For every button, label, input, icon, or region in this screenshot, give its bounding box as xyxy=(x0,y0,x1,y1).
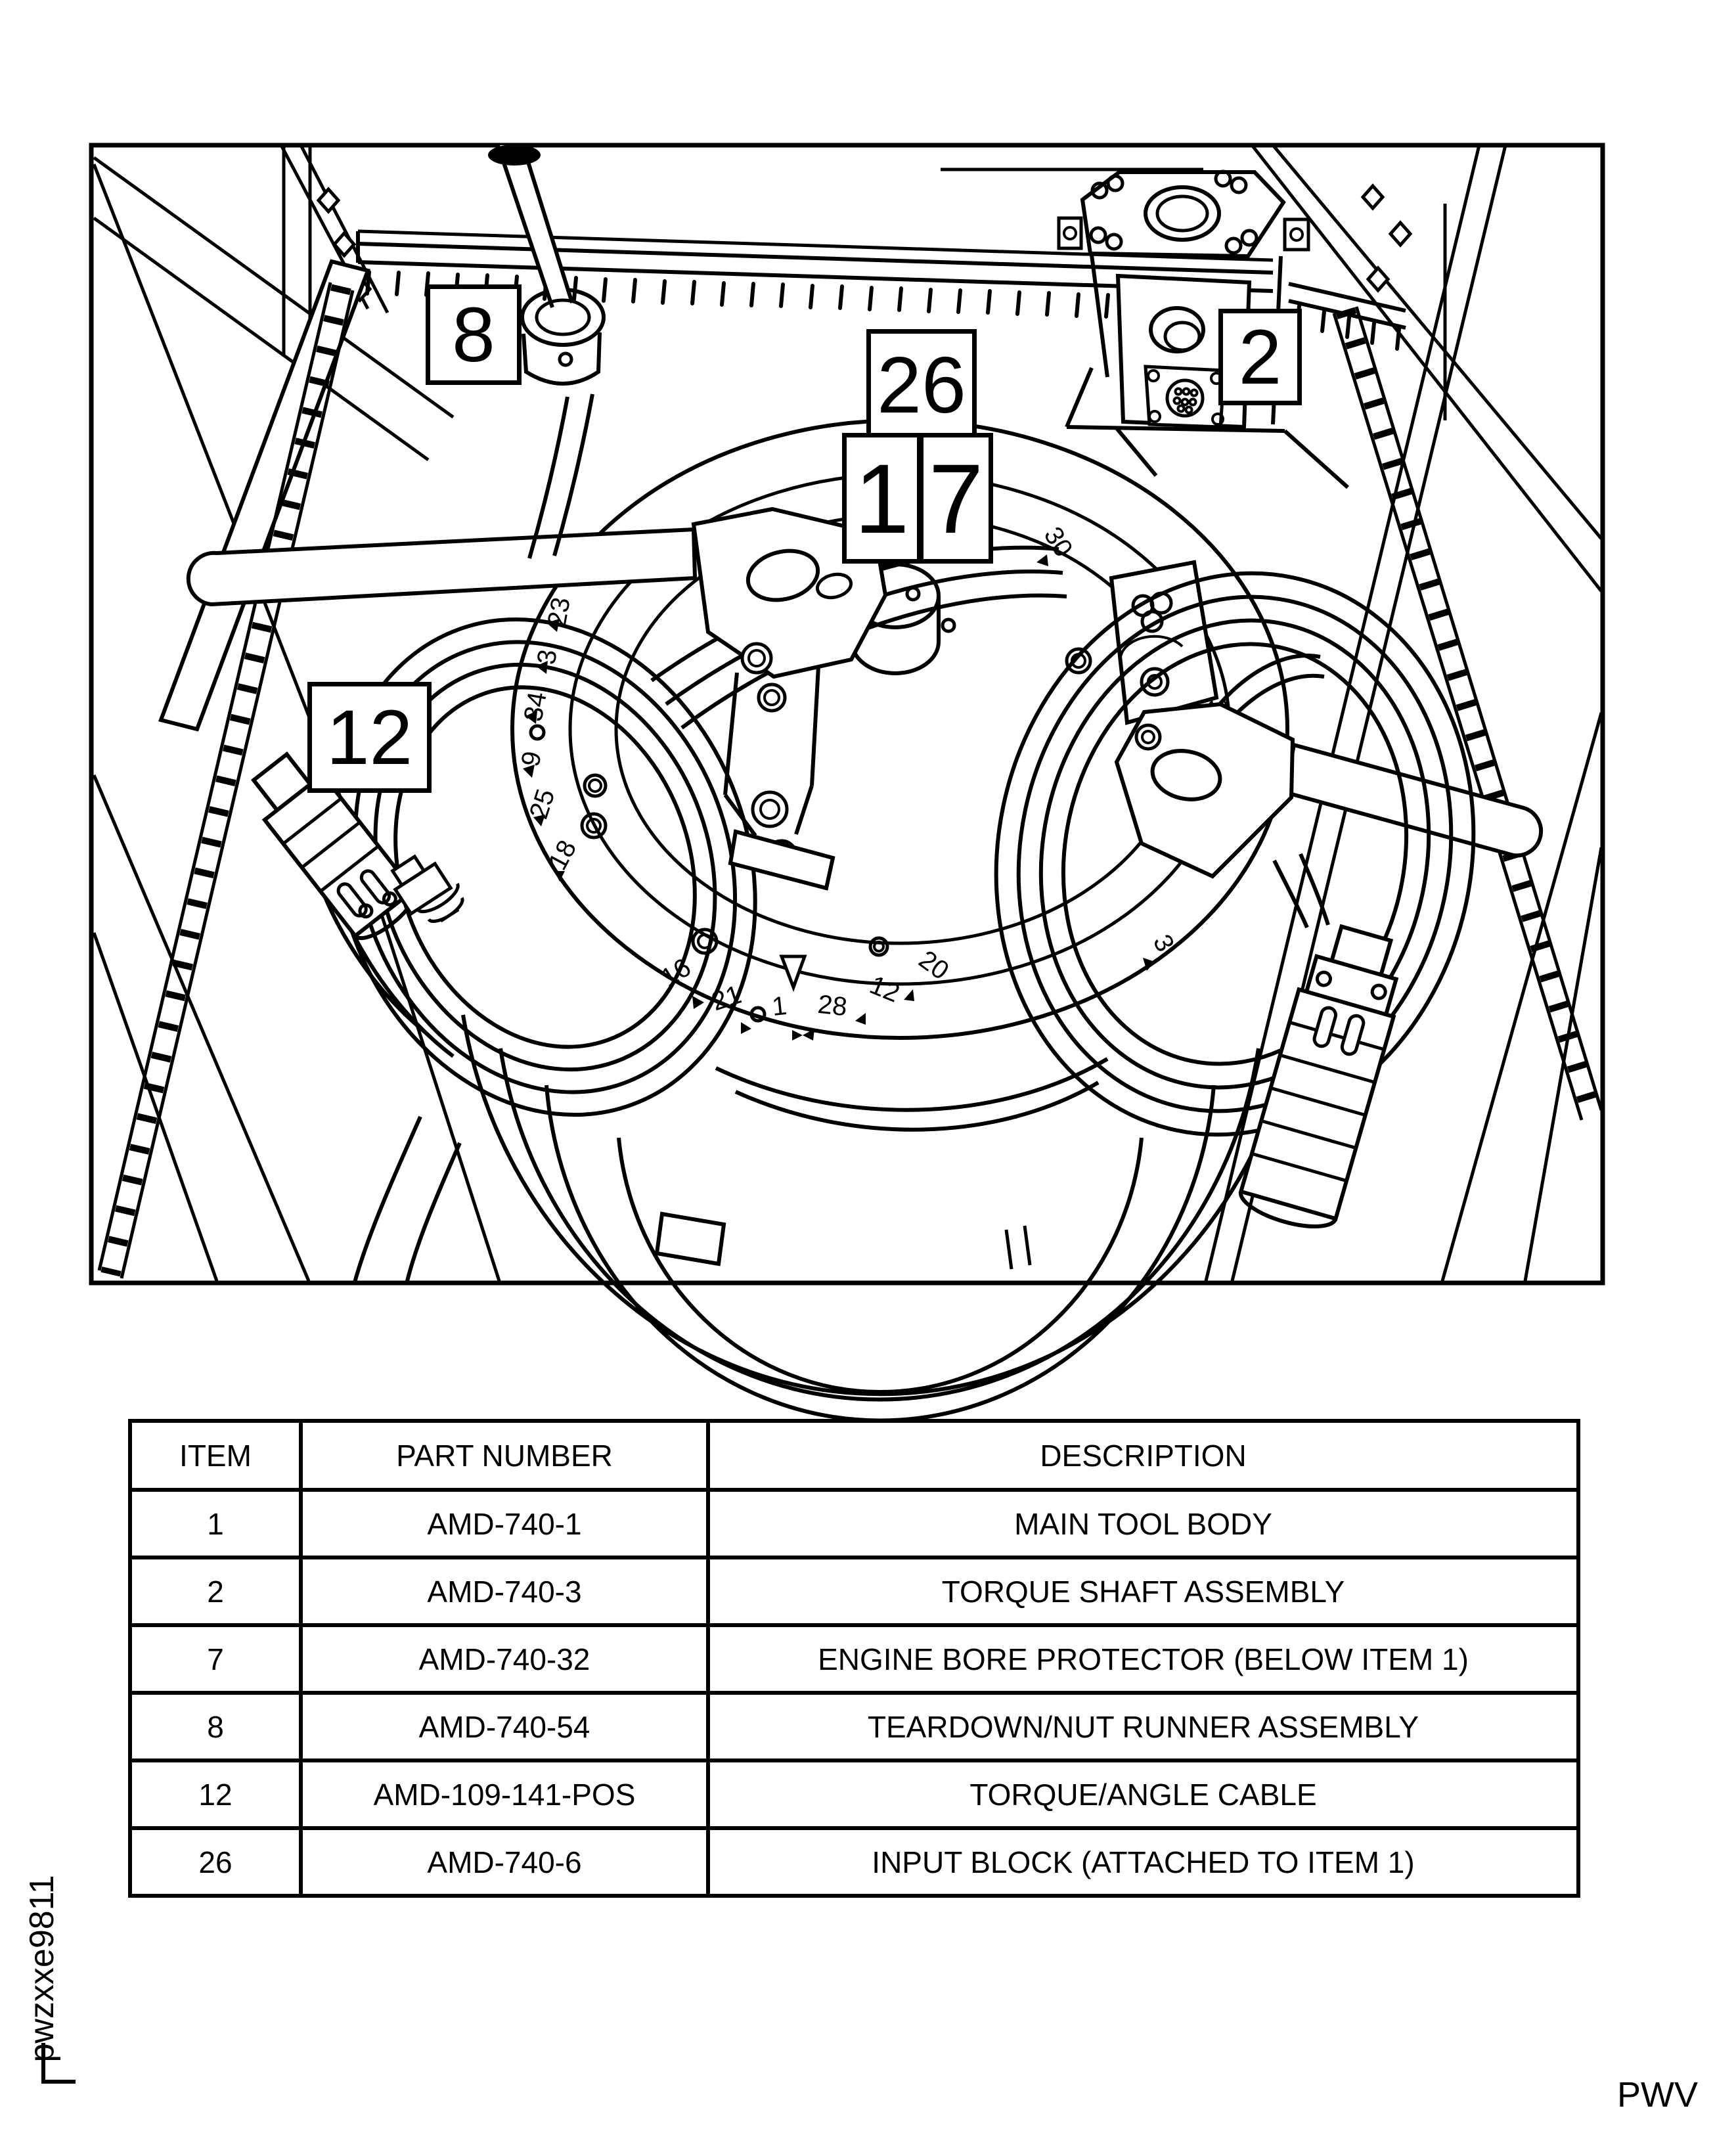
table-row xyxy=(130,1828,1578,1896)
item-cell: 2 xyxy=(130,1557,301,1625)
svg-text:28: 28 xyxy=(816,989,849,1022)
right-torque-arm xyxy=(1285,745,1541,855)
callout-item-1 xyxy=(842,433,922,564)
svg-text:34: 34 xyxy=(518,690,552,724)
svg-text:1: 1 xyxy=(770,991,789,1022)
item-cell: 7 xyxy=(130,1625,301,1693)
svg-text:3: 3 xyxy=(531,648,563,667)
svg-text:12: 12 xyxy=(865,970,904,1008)
svg-text:21: 21 xyxy=(708,979,745,1017)
description-cell: MAIN TOOL BODY xyxy=(708,1490,1578,1557)
engine-base-plates xyxy=(463,1015,1297,1420)
svg-text:20: 20 xyxy=(913,945,954,986)
callout-2-number: 2 xyxy=(1238,313,1282,401)
svg-text:9: 9 xyxy=(516,748,548,769)
table-row xyxy=(130,1490,1578,1557)
part-number-cell: AMD-740-3 xyxy=(301,1557,708,1625)
callout-item-8 xyxy=(426,284,522,385)
table-row xyxy=(130,1693,1578,1760)
callout-8-number: 8 xyxy=(452,291,495,378)
description-cell: ENGINE BORE PROTECTOR (BELOW ITEM 1) xyxy=(708,1625,1578,1693)
table-header-row xyxy=(130,1421,1578,1490)
callout-item-26 xyxy=(866,329,977,441)
torque-shaft-assembly xyxy=(1059,171,1348,487)
item-cell: 12 xyxy=(130,1760,301,1828)
column-header-item: ITEM xyxy=(130,1421,301,1490)
part-number-cell: AMD-740-6 xyxy=(301,1828,708,1896)
document-code-vertical xyxy=(22,1875,76,2084)
callout-item-7 xyxy=(919,433,993,564)
column-header-description: DESCRIPTION xyxy=(708,1421,1578,1490)
svg-text:23: 23 xyxy=(542,595,576,629)
callout-1-number: 1 xyxy=(854,443,910,554)
description-cell: INPUT BLOCK (ATTACHED TO ITEM 1) xyxy=(708,1828,1578,1896)
part-number-cell: AMD-740-32 xyxy=(301,1625,708,1693)
callout-item-12 xyxy=(307,682,432,793)
svg-text:18: 18 xyxy=(543,835,583,875)
svg-text:25: 25 xyxy=(523,786,561,822)
right-arm-clevis xyxy=(1117,704,1293,876)
part-number-cell: AMD-740-1 xyxy=(301,1490,708,1557)
description-cell: TEARDOWN/NUT RUNNER ASSEMBLY xyxy=(708,1693,1578,1760)
callout-7-number: 7 xyxy=(928,443,984,554)
part-number-cell: AMD-740-54 xyxy=(301,1693,708,1760)
right-cable-connector xyxy=(1236,920,1413,1236)
table-row xyxy=(130,1625,1578,1693)
svg-text:3: 3 xyxy=(1147,929,1180,957)
svg-text:16: 16 xyxy=(656,952,696,993)
part-number-cell: AMD-109-141-POS xyxy=(301,1760,708,1828)
item-cell: 8 xyxy=(130,1693,301,1760)
table-row xyxy=(130,1557,1578,1625)
item-cell: 26 xyxy=(130,1828,301,1896)
column-header-part-number: PART NUMBER xyxy=(301,1421,708,1490)
page-code: PWV xyxy=(1617,2075,1699,2115)
item-cell: 1 xyxy=(130,1490,301,1557)
description-cell: TORQUE/ANGLE CABLE xyxy=(708,1760,1578,1828)
callout-item-2 xyxy=(1218,309,1302,405)
callout-26-number: 26 xyxy=(877,340,966,430)
callout-12-number: 12 xyxy=(326,694,413,781)
document-code-text: pwzxxe9811 xyxy=(23,1875,61,2063)
parts-table xyxy=(128,1419,1580,1898)
description-cell: TORQUE SHAFT ASSEMBLY xyxy=(708,1557,1578,1625)
table-row xyxy=(130,1760,1578,1828)
svg-text:30: 30 xyxy=(1038,522,1079,562)
